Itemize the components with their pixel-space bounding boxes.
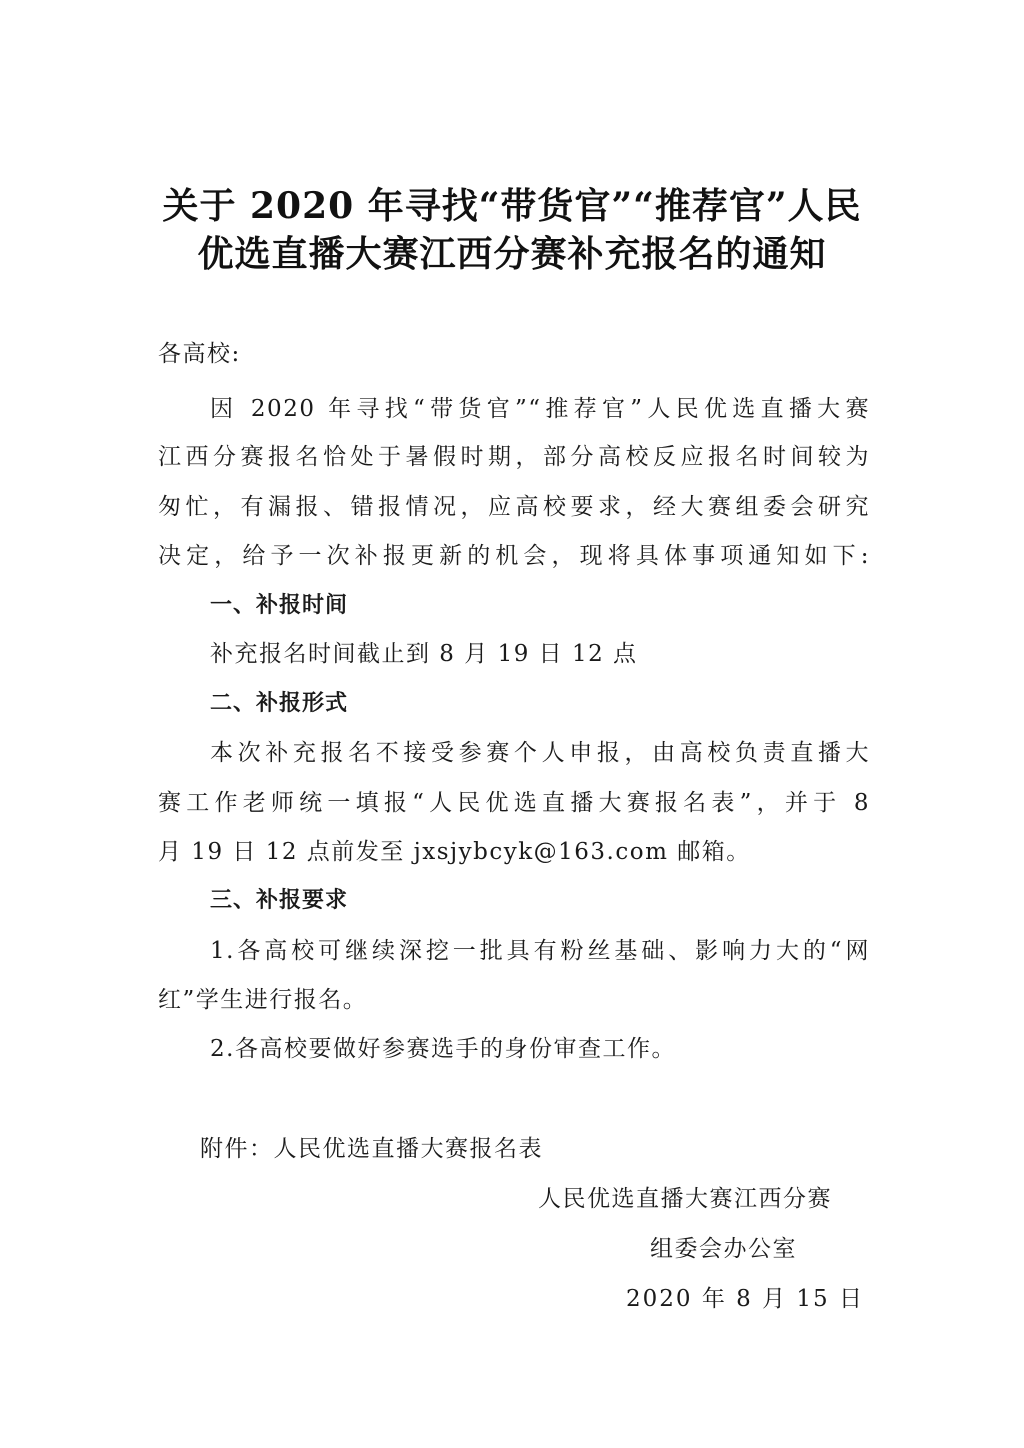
salutation: 各高校: — [158, 341, 241, 367]
intro-line-1: 因 2020 年寻找“带货官”“推荐官”人民优选直播大赛 — [210, 396, 870, 422]
section-2-line-1: 本次补充报名不接受参赛个人申报，由高校负责直播大 — [210, 740, 870, 766]
intro-line-2: 江西分赛报名恰处于暑假时期，部分高校反应报名时间较为 — [158, 444, 870, 470]
attachment-note: 附件：人民优选直播大赛报名表 — [200, 1136, 543, 1162]
section-1-text: 补充报名时间截止到 8 月 19 日 12 点 — [210, 641, 638, 667]
section-3-item-2: 2.各高校要做好参赛选手的身份审查工作。 — [210, 1036, 676, 1062]
section-2-heading: 二、补报形式 — [210, 691, 349, 716]
signature-date: 2020 年 8 月 15 日 — [626, 1286, 864, 1312]
section-3-item-1-line-2: 红”学生进行报名。 — [158, 987, 368, 1013]
section-1-heading: 一、补报时间 — [210, 593, 349, 618]
document-title-line-2: 优选直播大赛江西分赛补充报名的通知 — [197, 233, 827, 275]
section-3-item-1-line-1: 1.各高校可继续深挖一批具有粉丝基础、影响力大的“网 — [210, 938, 870, 964]
document-title-line-1: 关于 2020 年寻找“带货官”“推荐官”人民 — [162, 185, 862, 227]
section-3-heading: 三、补报要求 — [210, 888, 349, 913]
intro-line-3: 匆忙，有漏报、错报情况，应高校要求，经大赛组委会研究 — [158, 494, 870, 520]
signature-org: 人民优选直播大赛江西分赛 — [538, 1186, 832, 1212]
intro-line-4: 决定，给予一次补报更新的机会，现将具体事项通知如下: — [158, 543, 870, 569]
signature-office: 组委会办公室 — [650, 1236, 797, 1262]
section-2-line-3: 月 19 日 12 点前发至 jxsjybcyk@163.com 邮箱。 — [158, 839, 751, 865]
section-2-line-2: 赛工作老师统一填报“人民优选直播大赛报名表”，并于 8 — [158, 790, 870, 816]
